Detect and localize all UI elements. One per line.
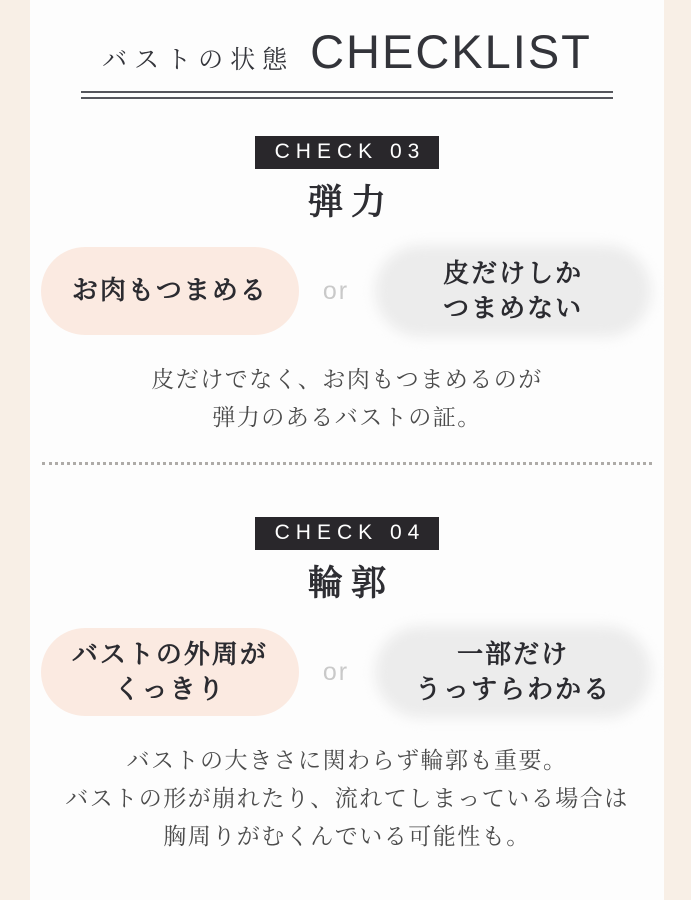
option-pill-negative-line2: うっすらわかる xyxy=(415,674,612,705)
double-rule-divider xyxy=(81,91,613,99)
section-heading-contour: 輪郭 xyxy=(307,564,394,604)
option-pill-positive-line2: くっきり xyxy=(114,674,226,705)
description-line: バストの大きさに関わらず輪郭も重要。 xyxy=(126,747,568,774)
description-line: 弾力のあるバストの証。 xyxy=(212,403,482,430)
option-pill-positive-line1: バストの外周が xyxy=(71,639,268,670)
check-03-badge: CHECK 03 xyxy=(255,136,440,169)
check-04-badge: CHECK 04 xyxy=(255,517,440,550)
page-title-jp: バストの状態 xyxy=(102,46,295,74)
option-pill-negative xyxy=(373,624,653,720)
option-pill-positive-label: お肉もつまめる xyxy=(71,275,268,306)
option-pill-negative-line1: 一部だけ xyxy=(457,639,570,670)
content-panel xyxy=(30,0,664,900)
option-pill-negative-line2: つまめない xyxy=(443,293,584,323)
or-separator: or xyxy=(322,657,350,686)
option-pill-positive xyxy=(41,247,299,335)
description-line: バストの形が崩れたり、流れてしまっている場合は xyxy=(65,785,629,812)
option-pill-positive xyxy=(41,628,299,716)
section-heading-elasticity: 弾力 xyxy=(307,183,394,222)
section-description xyxy=(30,361,664,436)
or-separator: or xyxy=(322,276,350,305)
option-pill-negative xyxy=(373,243,653,339)
page-title xyxy=(30,0,664,79)
description-line: 皮だけでなく、お肉もつまめるのが xyxy=(151,366,543,392)
section-elasticity xyxy=(30,99,664,436)
section-contour xyxy=(30,465,664,855)
options-row xyxy=(30,624,664,720)
option-pill-negative-line1: 皮だけしか xyxy=(443,257,584,288)
section-description xyxy=(30,742,664,855)
page-title-en: CHECKLIST xyxy=(310,25,592,78)
description-line: 胸周りがむくんでいる可能性も。 xyxy=(163,822,531,849)
options-row xyxy=(30,243,664,339)
